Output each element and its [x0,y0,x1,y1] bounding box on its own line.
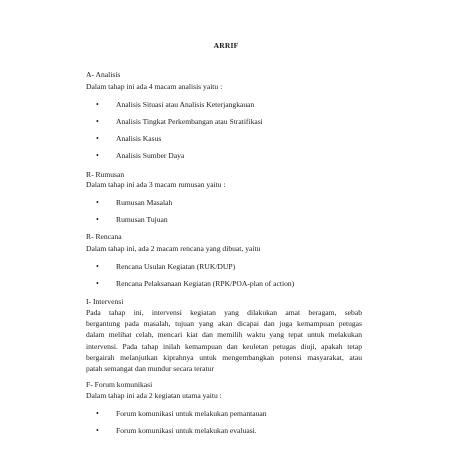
paragraph-line: bergairah melanjutkan kiprahnya untuk mengembangkan potensi masyarakat, atau [86,352,362,362]
section-intro-rencana: Dalam tahap ini, ada 2 macam rencana yang dibuat, yaitu [86,244,261,253]
paragraph-line: patah semangat dan mundur secara teratur [86,363,214,373]
paragraph-line: Pada tahap ini, intervensi kegiatan yang dilakukan amat beragam, sebab [86,308,362,317]
bullet-icon: • [96,409,99,418]
bullet-icon: • [96,100,99,109]
section-intro-analisis: Dalam tahap ini ada 4 macam analisis yaitu : [86,82,223,91]
list-item: Rencana Pelaksanaan Kegiatan (RPK/POA-plan of action) [116,279,295,288]
list-item: Analisis Situasi atau Analisis Keterjangkauan [116,100,255,109]
bullet-icon: • [96,215,99,224]
paragraph-line: bergantung pada masalah, tujuan yang akan dicapai dan juga kemampuan petugas [86,319,362,329]
bullet-icon: • [96,279,99,288]
list-item: Analisis Kasus [116,134,162,143]
bullet-icon: • [96,262,99,271]
section-heading-analisis: A- Analisis [86,70,121,79]
section-heading-rumusan: R- Rumusan [86,170,125,179]
list-item: Forum komunikasi untuk melakukan pemantauan [116,409,267,418]
list-item: Rencana Usulan Kegiatan (RUK/DUP) [116,262,236,271]
bullet-icon: • [96,117,99,126]
paragraph-line: intervensi. Pada tahap inilah kemampuan dan keuletan petugas diuji, apakah tetap [86,341,362,351]
paragraph-intervensi [86,307,362,374]
list-item: Rumusan Masalah [116,198,173,207]
section-heading-rencana: R- Rencana [86,232,122,241]
list-item: Forum komunikasi untuk melakukan evaluasi. [116,426,257,435]
bullet-icon: • [96,134,99,143]
list-item: Analisis Tingkat Perkembangan atau Stratifikasi [116,117,263,126]
bullet-icon: • [96,426,99,435]
document-title: ARRIF [213,41,239,50]
list-item: Analisis Sumber Daya [116,151,185,160]
section-heading-forum: F- Forum komunikasi [86,380,153,389]
paragraph-line: dalam melihat celah, mencari kiat dan memilih waktu yang tepat untuk melakukan [86,330,362,340]
bullet-icon: • [96,198,99,207]
section-heading-intervensi: I- Intervensi [86,297,124,306]
section-intro-rumusan: Dalam tahap ini ada 3 macam rumusan yaitu : [86,180,226,189]
section-intro-forum: Dalam tahap ini ada 2 kegiatan utama yaitu : [86,391,222,400]
list-item: Rumusan Tujuan [116,215,168,224]
bullet-icon: • [96,151,99,160]
